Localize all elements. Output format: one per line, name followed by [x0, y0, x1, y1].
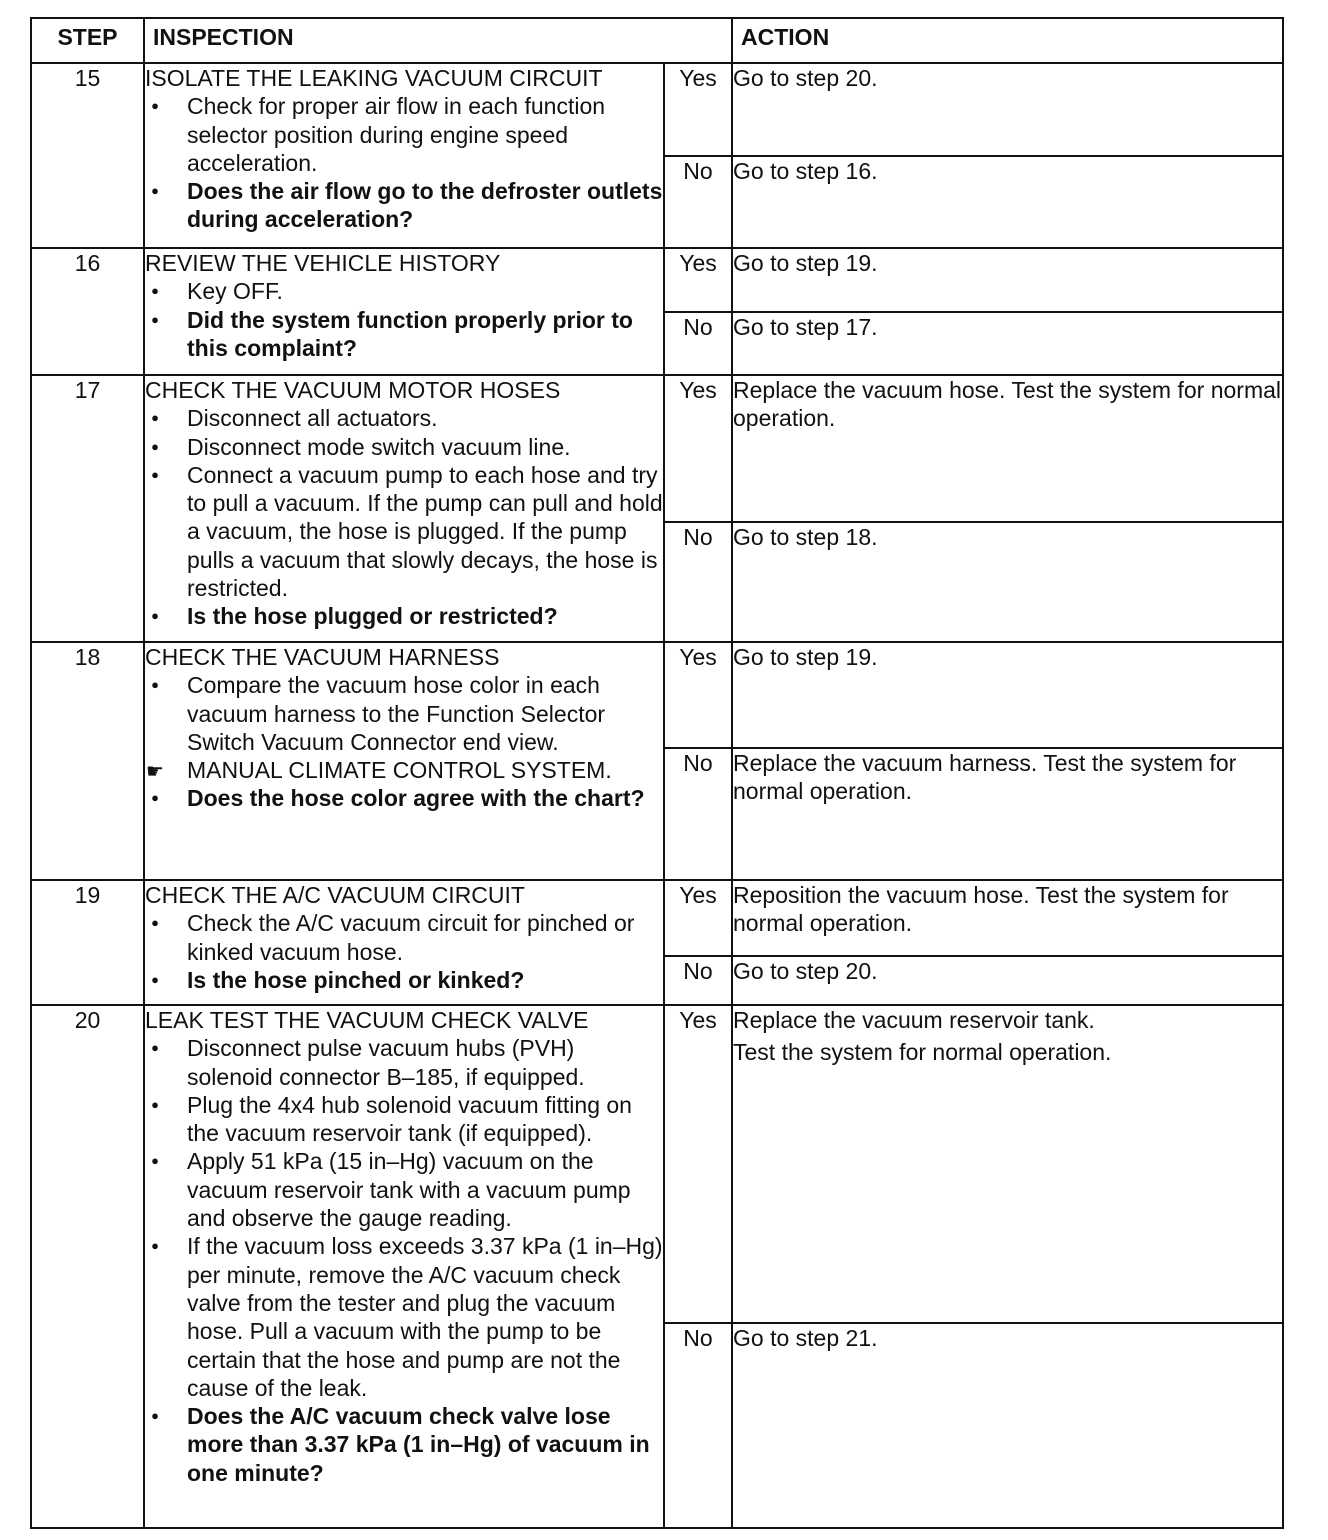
bullet-icon: ● [151, 1153, 159, 1169]
inspection-bullet [145, 404, 663, 432]
action-text: Go to step 20. [733, 958, 878, 984]
inspection-list [145, 277, 663, 362]
inspection-bullet [145, 671, 663, 756]
inspection-bullet [145, 1147, 663, 1232]
action-yes [732, 375, 1283, 522]
action-text: Go to step 16. [733, 158, 878, 184]
bullet-icon: ● [151, 677, 159, 693]
action-text: Test the system for normal operation. [733, 1039, 1112, 1066]
result-no: No [664, 522, 732, 642]
inspection-cell [144, 248, 664, 375]
item-text: Check the A/C vacuum circuit for pinched or kinked vacuum hose. [187, 910, 635, 965]
inspection-bullet [145, 433, 663, 461]
bullet-icon: ● [151, 971, 159, 987]
header-action: ACTION [732, 18, 1283, 63]
action-text: Replace the vacuum hose. Test the system for normal operation. [733, 377, 1282, 432]
inspection-list [145, 671, 663, 812]
bullet-icon: ● [151, 183, 159, 199]
inspection-question [145, 1402, 663, 1487]
action-text: Go to step 17. [733, 314, 878, 340]
inspection-title: LEAK TEST THE VACUUM CHECK VALVE [145, 1007, 589, 1033]
action-text: Go to step 19. [733, 644, 878, 670]
step-row-yes [31, 375, 1283, 522]
item-text: Disconnect all actuators. [187, 405, 438, 432]
diagnostic-table [30, 17, 1284, 1529]
item-text: Key OFF. [187, 278, 283, 305]
inspection-question [145, 784, 663, 812]
step-number: 15 [31, 63, 144, 248]
result-yes: Yes [664, 248, 732, 312]
inspection-question [145, 177, 663, 234]
inspection-reference [145, 756, 663, 784]
step-number: 16 [31, 248, 144, 375]
bullet-icon: ● [151, 608, 159, 624]
action-text: Go to step 20. [733, 65, 878, 91]
inspection-cell [144, 375, 664, 642]
action-text: Replace the vacuum harness. Test the system for normal operation. [733, 750, 1237, 805]
item-text: Is the hose pinched or kinked? [187, 966, 525, 993]
item-text: Connect a vacuum pump to each hose and try to pull a vacuum. If the pump can pull and hold a vacuum, the hose is plugged. If the pump pulls a vacuum that slowly decays, the hose is restricted. [187, 461, 663, 602]
action-text: Go to step 19. [733, 250, 878, 276]
inspection-title: CHECK THE A/C VACUUM CIRCUIT [145, 882, 525, 908]
result-no: No [664, 748, 732, 880]
bullet-icon: ● [151, 466, 159, 482]
action-no [732, 156, 1283, 248]
action-yes [732, 63, 1283, 156]
inspection-question [145, 966, 663, 994]
inspection-title: ISOLATE THE LEAKING VACUUM CIRCUIT [145, 65, 603, 91]
result-no: No [664, 312, 732, 375]
inspection-title: CHECK THE VACUUM MOTOR HOSES [145, 377, 561, 403]
bullet-icon: ● [151, 98, 159, 114]
action-text: Go to step 18. [733, 524, 878, 550]
step-number: 20 [31, 1005, 144, 1528]
action-no [732, 1323, 1283, 1528]
header-row [31, 18, 1283, 63]
action-text: Go to step 21. [733, 1325, 878, 1351]
action-yes [732, 880, 1283, 956]
item-text: Plug the 4x4 hub solenoid vacuum fitting on the vacuum reservoir tank (if equipped). [187, 1091, 632, 1147]
bullet-icon: ● [151, 790, 159, 806]
action-yes [732, 1005, 1283, 1323]
inspection-bullet [145, 461, 663, 602]
bullet-icon: ● [151, 1040, 159, 1056]
item-text: If the vacuum loss exceeds 3.37 kPa (1 in–Hg) per minute, remove the A/C vacuum check valve from the tester and plug the vacuum hose. Pull a vacuum with the pump to be certain that the hose and pump are not the cause of the leak. [187, 1233, 663, 1401]
step-number: 17 [31, 375, 144, 642]
result-yes: Yes [664, 375, 732, 522]
action-no [732, 522, 1283, 642]
inspection-bullet [145, 909, 663, 966]
result-yes: Yes [664, 880, 732, 956]
step-number: 19 [31, 880, 144, 1005]
result-no: No [664, 156, 732, 248]
action-yes [732, 248, 1283, 312]
result-yes: Yes [664, 642, 732, 748]
action-no [732, 312, 1283, 375]
bullet-icon: ● [151, 1408, 159, 1424]
step-number: 18 [31, 642, 144, 880]
inspection-bullet [145, 277, 663, 305]
action-text: Replace the vacuum reservoir tank. [733, 1007, 1095, 1033]
inspection-list [145, 404, 663, 630]
action-yes [732, 642, 1283, 748]
inspection-list [145, 92, 663, 233]
bullet-icon: ● [151, 410, 159, 426]
item-text: Does the A/C vacuum check valve lose more than 3.37 kPa (1 in–Hg) of vacuum in one minute? [187, 1403, 650, 1486]
item-text: Did the system function properly prior to this complaint? [187, 306, 633, 361]
bullet-icon: ● [151, 1238, 159, 1254]
step-row-yes [31, 642, 1283, 748]
bullet-icon: ● [151, 915, 159, 931]
item-text: MANUAL CLIMATE CONTROL SYSTEM. [187, 757, 612, 784]
item-text: Does the hose color agree with the chart? [187, 785, 645, 812]
result-no: No [664, 956, 732, 1005]
inspection-bullet [145, 92, 663, 177]
inspection-bullet [145, 1034, 663, 1091]
header-inspection: INSPECTION [144, 18, 732, 63]
item-text: Disconnect pulse vacuum hubs (PVH) solenoid connector B–185, if equipped. [187, 1035, 585, 1090]
header-step: STEP [31, 18, 144, 63]
inspection-cell [144, 642, 664, 880]
item-text: Apply 51 kPa (15 in–Hg) vacuum on the vacuum reservoir tank with a vacuum pump and observe the gauge reading. [187, 1148, 631, 1232]
result-yes: Yes [664, 63, 732, 156]
inspection-list [145, 909, 663, 994]
result-no: No [664, 1323, 732, 1528]
action-text: Reposition the vacuum hose. Test the system for normal operation. [733, 882, 1229, 937]
bullet-icon: ● [151, 1096, 159, 1112]
inspection-question [145, 602, 663, 630]
step-row-yes [31, 63, 1283, 156]
inspection-list [145, 1034, 663, 1487]
item-text: Does the air flow go to the defroster outlets during acceleration? [187, 178, 663, 233]
item-text: Disconnect mode switch vacuum line. [187, 433, 571, 460]
inspection-title: REVIEW THE VEHICLE HISTORY [145, 250, 501, 276]
action-no [732, 956, 1283, 1005]
inspection-bullet [145, 1232, 663, 1402]
inspection-cell [144, 1005, 664, 1528]
inspection-title: CHECK THE VACUUM HARNESS [145, 644, 500, 670]
bullet-icon: ● [151, 283, 159, 299]
item-text: Compare the vacuum hose color in each vacuum harness to the Function Selector Switch Vacuum Connector end view. [187, 672, 606, 755]
bullet-icon: ● [151, 311, 159, 327]
item-text: Is the hose plugged or restricted? [187, 603, 558, 630]
item-text: Check for proper air flow in each function selector position during engine speed acceleration. [187, 93, 606, 176]
bullet-icon: ● [151, 438, 159, 454]
pointing-hand-icon: ☛ [146, 761, 164, 784]
inspection-cell [144, 880, 664, 1005]
inspection-question [145, 306, 663, 363]
inspection-cell [144, 63, 664, 248]
step-row-yes [31, 880, 1283, 956]
step-row-yes [31, 248, 1283, 312]
action-no [732, 748, 1283, 880]
inspection-bullet [145, 1091, 663, 1148]
result-yes: Yes [664, 1005, 732, 1323]
step-row-yes [31, 1005, 1283, 1323]
